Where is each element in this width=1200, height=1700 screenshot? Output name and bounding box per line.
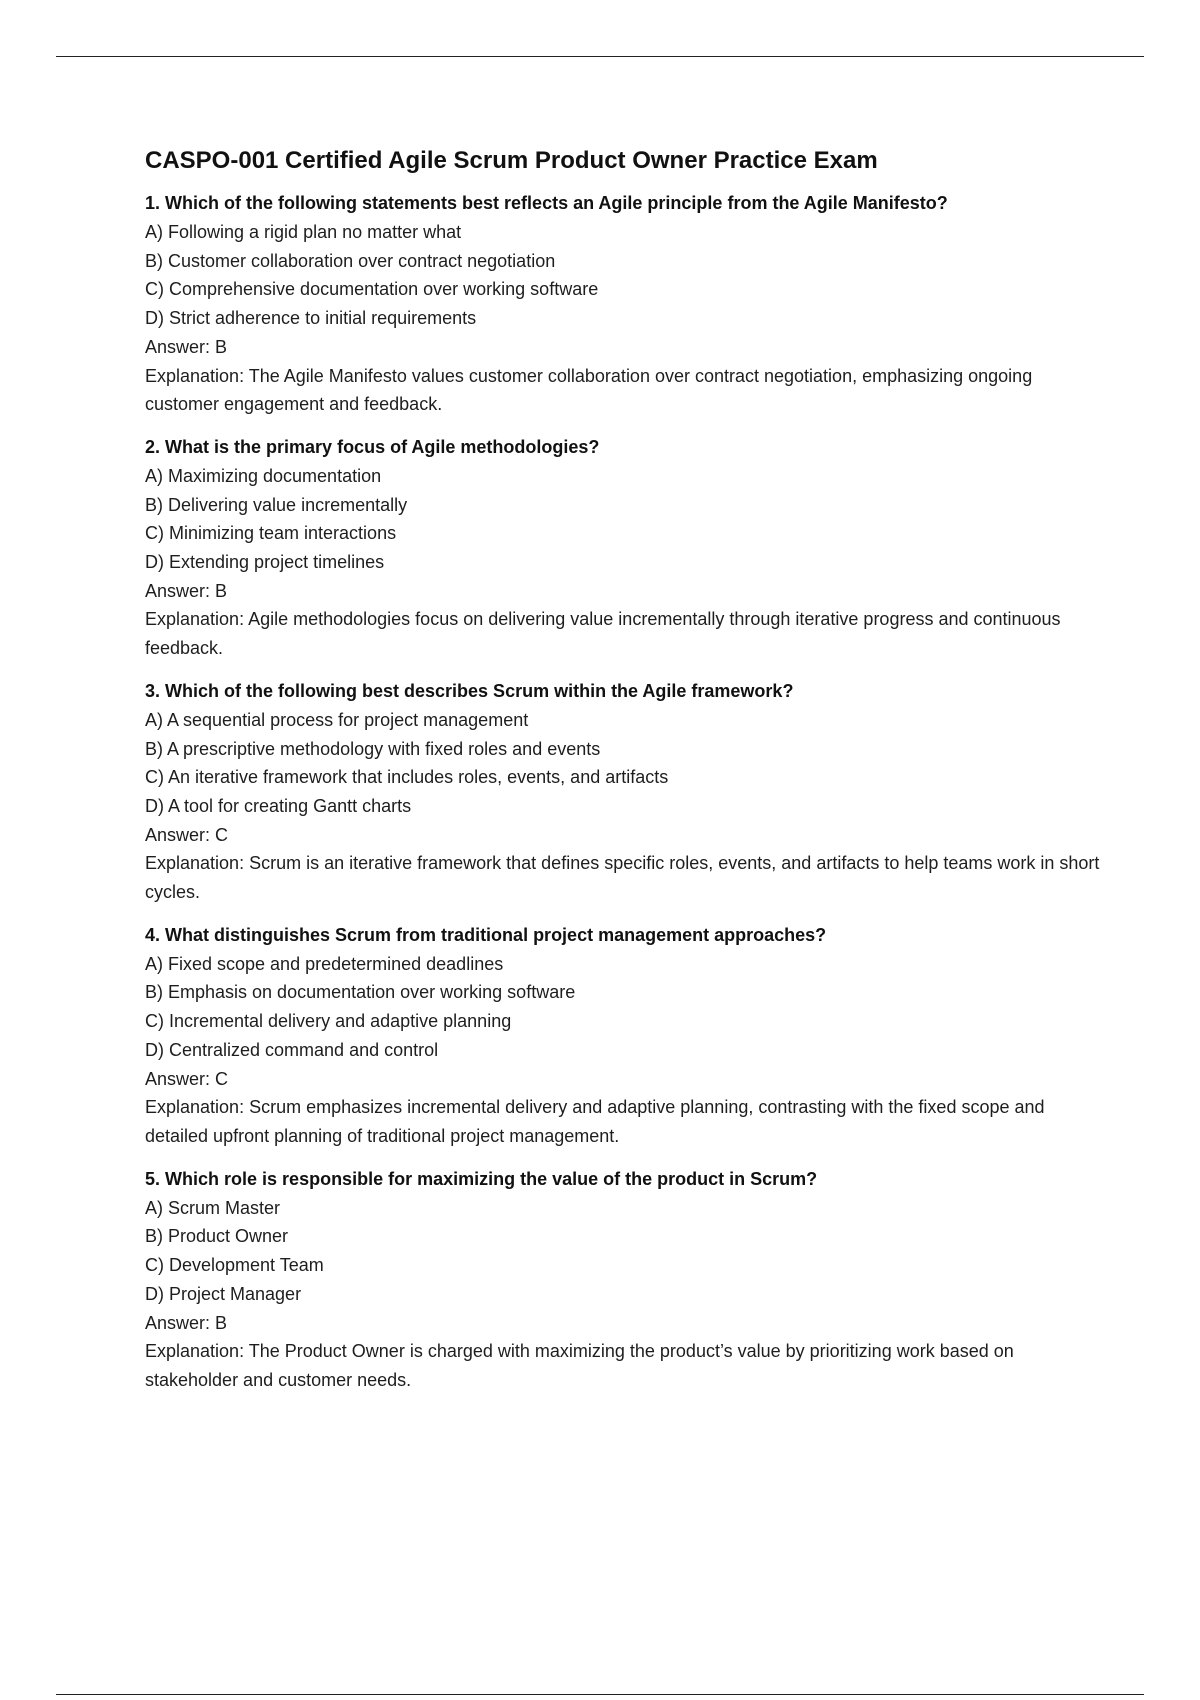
option-c: C) Comprehensive documentation over working software <box>145 279 599 300</box>
explanation-text: Explanation: Agile methodologies focus on delivering value incrementally through iterative progress and continuous feedback. <box>145 609 1061 659</box>
question-prompt: Which of the following statements best reflects an Agile principle from the Agile Manifesto? <box>165 193 948 213</box>
answer-line: Answer: B <box>145 336 228 357</box>
option-d: D) Extending project timelines <box>145 552 385 573</box>
question-text <box>145 677 1105 706</box>
question-3 <box>145 677 1105 907</box>
question-text <box>145 921 1105 950</box>
answer-line: Answer: B <box>145 1312 228 1333</box>
explanation-text: Explanation: The Agile Manifesto values customer collaboration over contract negotiation, emphasizing ongoing customer engagement and feedback. <box>145 365 1033 415</box>
option-c: C) Minimizing team interactions <box>145 523 397 544</box>
question-number: 5. <box>145 1168 161 1189</box>
option-a: A) Fixed scope and predetermined deadlines <box>145 953 504 974</box>
question-number: 4. <box>145 924 161 945</box>
question-prompt: Which of the following best describes Scrum within the Agile framework? <box>165 680 794 701</box>
option-d: D) Project Manager <box>145 1283 302 1304</box>
question-text <box>145 433 1105 462</box>
question-5 <box>145 1165 1105 1395</box>
option-a: A) Following a rigid plan no matter what <box>145 222 462 242</box>
option-c: C) An iterative framework that includes roles, events, and artifacts <box>145 767 669 788</box>
footer-rule <box>56 1694 1144 1695</box>
question-2 <box>145 433 1105 663</box>
question-prompt: What is the primary focus of Agile methodologies? <box>165 436 600 457</box>
option-a: A) Maximizing documentation <box>145 465 382 486</box>
option-b: B) A prescriptive methodology with fixed roles and events <box>145 738 601 759</box>
page-title: CASPO-001 Certified Agile Scrum Product Owner Practice Exam <box>145 147 878 174</box>
option-b: B) Product Owner <box>145 1226 289 1247</box>
answer-line: Answer: B <box>145 580 228 601</box>
option-b: B) Delivering value incrementally <box>145 494 408 515</box>
question-text <box>145 1165 1105 1194</box>
question-number: 2. <box>145 436 161 457</box>
question-number: 3. <box>145 680 161 701</box>
explanation-text: Explanation: Scrum emphasizes incremental delivery and adaptive planning, contrasting with the fixed scope and detailed upfront planning of traditional project management. <box>145 1097 1045 1146</box>
question-prompt: Which role is responsible for maximizing the value of the product in Scrum? <box>165 1168 818 1189</box>
option-d: D) Centralized command and control <box>145 1039 439 1060</box>
question-text <box>145 189 1105 218</box>
explanation-text: Explanation: Scrum is an iterative framework that defines specific roles, events, and artifacts to help teams work in short cycles. <box>145 853 1100 903</box>
option-a: A) Scrum Master <box>145 1197 281 1218</box>
exam-document <box>145 146 1105 1409</box>
option-d: D) A tool for creating Gantt charts <box>145 795 412 816</box>
question-prompt: What distinguishes Scrum from traditional project management approaches? <box>165 924 827 945</box>
question-1 <box>145 189 1105 419</box>
option-a: A) A sequential process for project management <box>145 709 529 730</box>
option-b: B) Customer collaboration over contract negotiation <box>145 250 556 271</box>
answer-line: Answer: C <box>145 824 229 845</box>
option-c: C) Development Team <box>145 1255 324 1276</box>
option-d: D) Strict adherence to initial requirements <box>145 308 477 329</box>
answer-line: Answer: C <box>145 1068 229 1089</box>
option-b: B) Emphasis on documentation over working software <box>145 982 576 1003</box>
header-rule <box>56 56 1144 57</box>
explanation-text: Explanation: The Product Owner is charged with maximizing the product’s value by prioritizing work based on stakeholder and customer needs. <box>145 1341 1014 1390</box>
question-number: 1. <box>145 193 161 213</box>
option-c: C) Incremental delivery and adaptive planning <box>145 1011 512 1032</box>
question-4 <box>145 921 1105 1151</box>
